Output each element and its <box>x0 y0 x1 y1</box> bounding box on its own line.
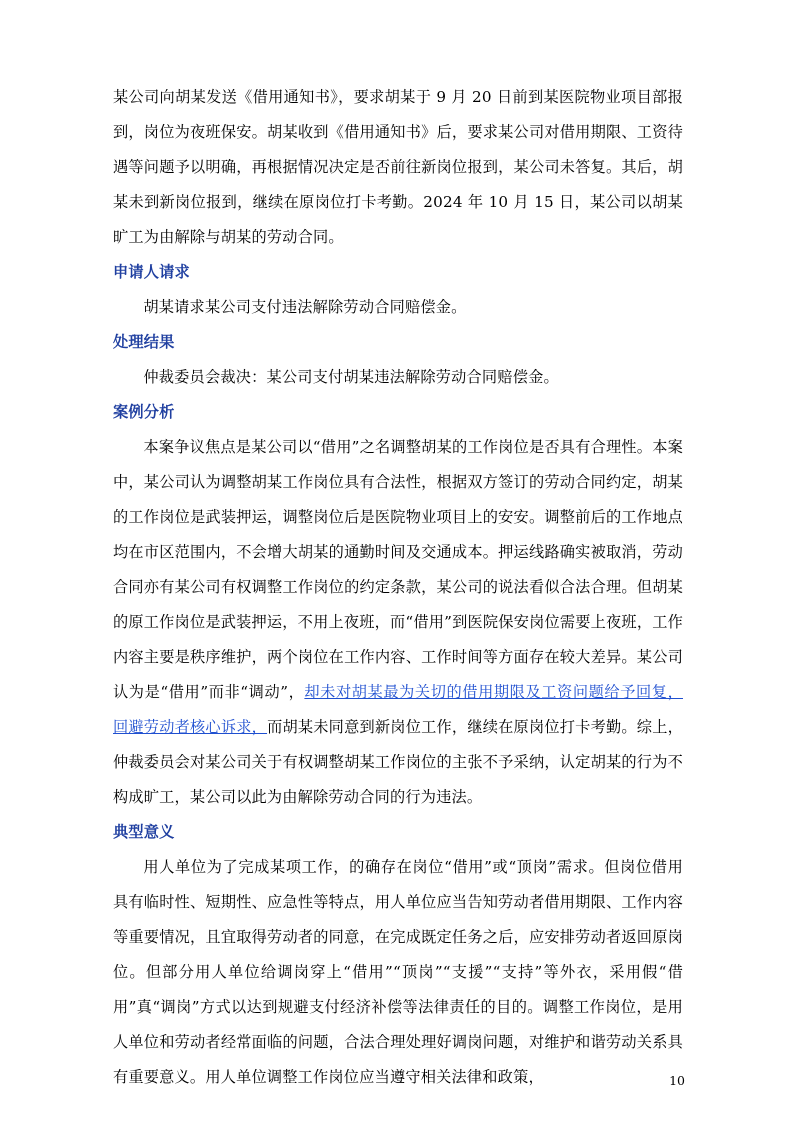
result-heading: 处理结果 <box>113 333 175 351</box>
applicant-claim-heading: 申请人请求 <box>113 263 190 281</box>
page-number: 10 <box>669 1073 685 1088</box>
analysis-highlight: 却未对胡某最为关切的借用期限及工资问题给予回复，回避劳动者核心诉求， <box>113 683 683 736</box>
applicant-claim-paragraph: 胡某请求某公司支付违法解除劳动合同赔偿金。 <box>143 298 467 316</box>
document-body <box>113 80 683 1095</box>
typical-significance-paragraph: 用人单位为了完成某项工作，的确存在岗位“借用”或“顶岗”需求。但岗位借用具有临时性、短期性、应急性等特点，用人单位应当告知劳动者借用期限、工作内容等重要情况，且宜取得劳动者的同意，在完成既定任务之后，应安排劳动者返回原岗位。但部分用人单位给调岗穿上“借用”“顶岗”“支援”“支持”等外衣，采用假“借用”真“调岗”方式以达到规避支付经济补偿等法律责任的目的。调整工作岗位，是用人单位和劳动者经常面临的问题，合法合理处理好调岗问题，对维护和谐劳动关系具有重要意义。用人单位调整工作岗位应当遵守相关法律和政策， <box>113 858 683 1086</box>
case-analysis-heading: 案例分析 <box>113 403 175 421</box>
case-facts-paragraph: 某公司向胡某发送《借用通知书》，要求胡某于 9 月 20 日前到某医院物业项目部报到，岗位为夜班保安。胡某收到《借用通知书》后，要求某公司对借用期限、工资待遇等问题予以明确，再根据情况决定是否前往新岗位报到，某公司未答复。其后，胡某未到新岗位报到，继续在原岗位打卡考勤。2024 年 10 月 15 日，某公司以胡某旷工为由解除与胡某的劳动合同。 <box>113 88 683 246</box>
result-paragraph: 仲裁委员会裁决：某公司支付胡某违法解除劳动合同赔偿金。 <box>143 368 559 386</box>
typical-significance-heading: 典型意义 <box>113 823 175 841</box>
analysis-segment-1: 本案争议焦点是某公司以“借用”之名调整胡某的工作岗位是否具有合理性。本案中，某公司认为调整胡某工作岗位具有合法性，根据双方签订的劳动合同约定，胡某的工作岗位是武装押运，调整岗位后是医院物业项目上的安安。调整前后的工作地点均在市区范围内，不会增大胡某的通勤时间及交通成本。押运线路确实被取消，劳动合同亦有某公司有权调整工作岗位的约定条款，某公司的说法看似合法合理。但胡某的原工作岗位是武装押运，不用上夜班，而“借用”到医院保安岗位需要上夜班，工作内容主要是秩序维护，两个岗位在工作内容、工作时间等方面存在较大差异。某公司认为是“借用”而非“调动”， <box>113 438 683 701</box>
case-analysis-paragraph <box>113 430 683 815</box>
analysis-segment-2: 而胡某未同意到新岗位工作，继续在原岗位打卡考勤。综上，仲裁委员会对某公司关于有权调整胡某工作岗位的主张不予采纳，认定胡某的行为不构成旷工，某公司以此为由解除劳动合同的行为违法。 <box>113 718 683 806</box>
